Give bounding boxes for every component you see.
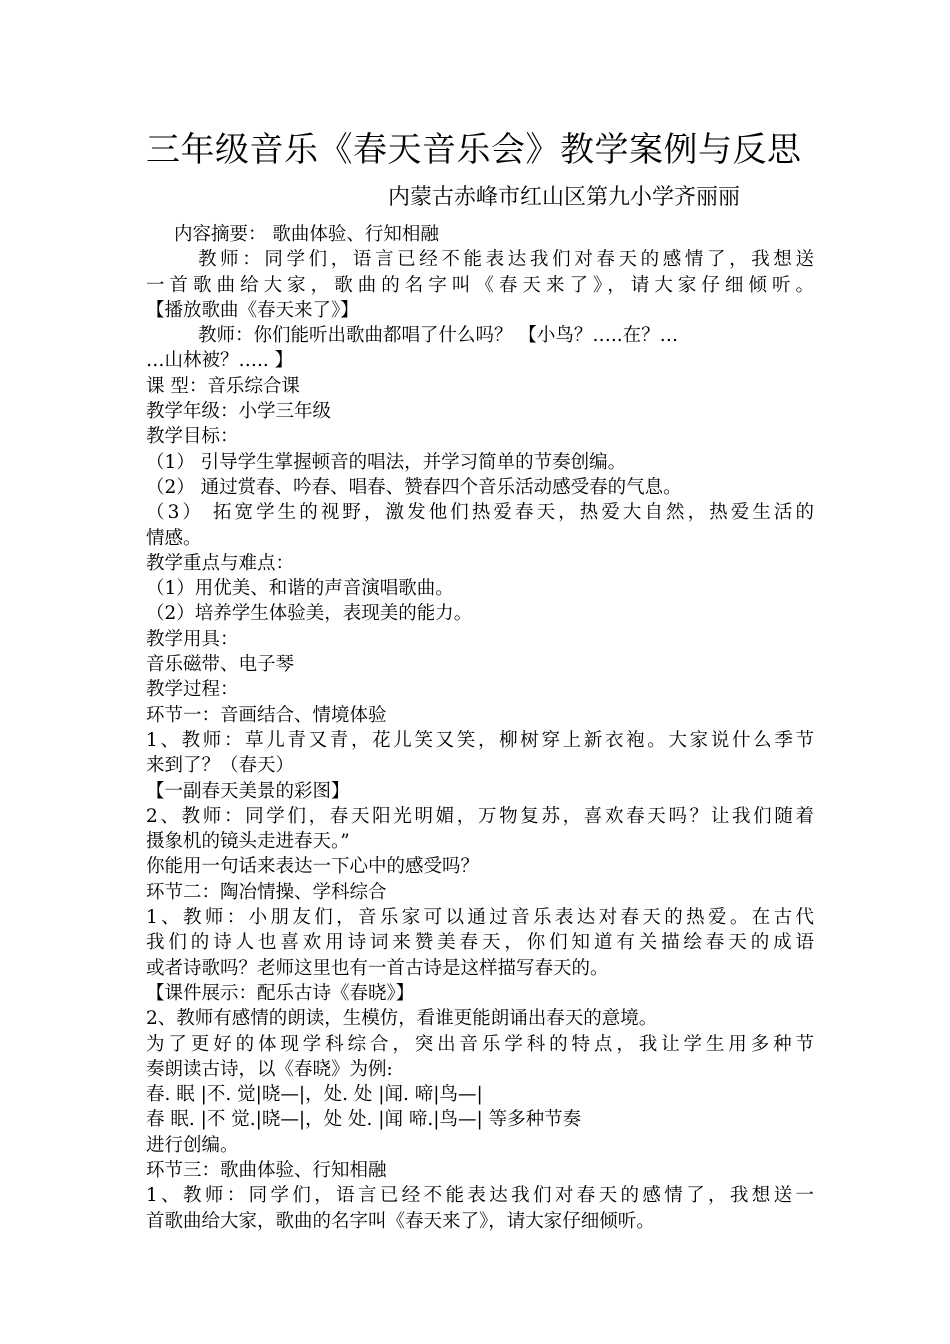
paragraph-line: 【课件展示：配乐古诗《春晓》】: [146, 982, 415, 1004]
paragraph-line: 音乐磁带、电子琴: [146, 654, 295, 676]
paragraph-line: 2、教师有感情的朗读，生模仿，看谁更能朗诵出春天的意境。: [146, 1008, 658, 1030]
document-author: 内蒙古赤峰市红山区第九小学齐丽丽: [388, 185, 741, 210]
paragraph-line: 1、教师：草儿青又青，花儿笑又笑，柳树穿上新衣袍。大家说什么季节: [146, 729, 814, 751]
section-heading: 教学用具：: [146, 628, 239, 650]
section-heading: 环节一：音画结合、情境体验: [146, 704, 387, 726]
paragraph-line: 1、教师：小朋友们，音乐家可以通过音乐表达对春天的热爱。在古代: [146, 907, 814, 929]
paragraph-line: 你能用一句话来表达一下心中的感受吗？: [146, 856, 480, 878]
paragraph-line: 来到了？（春天）: [146, 755, 295, 777]
paragraph-line: 2、教师：同学们，春天阳光明媚，万物复苏，喜欢春天吗？让我们随着: [146, 805, 814, 827]
paragraph-line: 【一副春天美景的彩图】: [146, 780, 350, 802]
rhythm-line: 春 眠. |不 觉.|晓—|，处 处. |闻 啼.|鸟—| 等多种节奏: [146, 1109, 582, 1131]
paragraph-line: 课 型：音乐综合课: [146, 375, 300, 397]
section-heading: 教学重点与难点：: [146, 552, 295, 574]
paragraph-line: 奏朗读古诗，以《春晓》为例:: [146, 1058, 393, 1080]
paragraph-line: 摄象机的镜头走进春天。”: [146, 831, 350, 853]
paragraph-line: 【播放歌曲《春天来了》】: [146, 299, 359, 321]
document-title: 三年级音乐《春天音乐会》教学案例与反思: [146, 130, 802, 170]
paragraph-line: 教学年级：小学三年级: [146, 401, 332, 423]
paragraph-line: 或者诗歌吗？老师这里也有一首古诗是这样描写春天的。: [146, 957, 609, 979]
paragraph-line: 1、教师：同学们，语言已经不能表达我们对春天的感情了，我想送一: [146, 1185, 814, 1207]
list-item: 情感。: [146, 527, 202, 549]
section-heading: 教学过程：: [146, 679, 239, 701]
list-item: （2）培养学生体验美，表现美的能力。: [146, 603, 473, 625]
list-item: （1） 引导学生掌握顿音的唱法，并学习简单的节奏创编。: [146, 451, 627, 473]
paragraph-line: 一首歌曲给大家，歌曲的名字叫《春天来了》，请大家仔细倾听。: [146, 274, 814, 296]
document-body: [146, 222, 814, 1234]
paragraph-line: 教师：你们能听出歌曲都唱了什么吗？ 【小鸟？…..在？…: [198, 325, 679, 347]
paragraph-line: 教师：同学们，语言已经不能表达我们对春天的感情了，我想送: [198, 249, 814, 271]
list-item: （2） 通过赏春、吟春、唱春、赞春四个音乐活动感受春的气息。: [146, 476, 682, 498]
section-heading: 环节三：歌曲体验、行知相融: [146, 1159, 387, 1181]
summary-line: 内容摘要： 歌曲体验、行知相融: [174, 224, 439, 245]
paragraph-line: 我们的诗人也喜欢用诗词来赞美春天，你们知道有关描绘春天的成语: [146, 932, 814, 954]
rhythm-line: 春. 眠 |不. 觉|晓—|，处. 处 |闻. 啼|鸟—|: [146, 1084, 483, 1106]
paragraph-line: 进行创编。: [146, 1134, 239, 1156]
paragraph-line: 为了更好的体现学科综合，突出音乐学科的特点，我让学生用多种节: [146, 1033, 814, 1055]
section-heading: 教学目标：: [146, 426, 239, 448]
paragraph-line: …山林被？….. 】: [146, 350, 294, 372]
list-item: （3） 拓宽学生的视野，激发他们热爱春天，热爱大自然，热爱生活的: [146, 502, 814, 524]
list-item: （1）用优美、和谐的声音演唱歌曲。: [146, 578, 454, 600]
section-heading: 环节二：陶冶情操、学科综合: [146, 881, 387, 903]
paragraph-line: 首歌曲给大家，歌曲的名字叫《春天来了》，请大家仔细倾听。: [146, 1210, 655, 1232]
